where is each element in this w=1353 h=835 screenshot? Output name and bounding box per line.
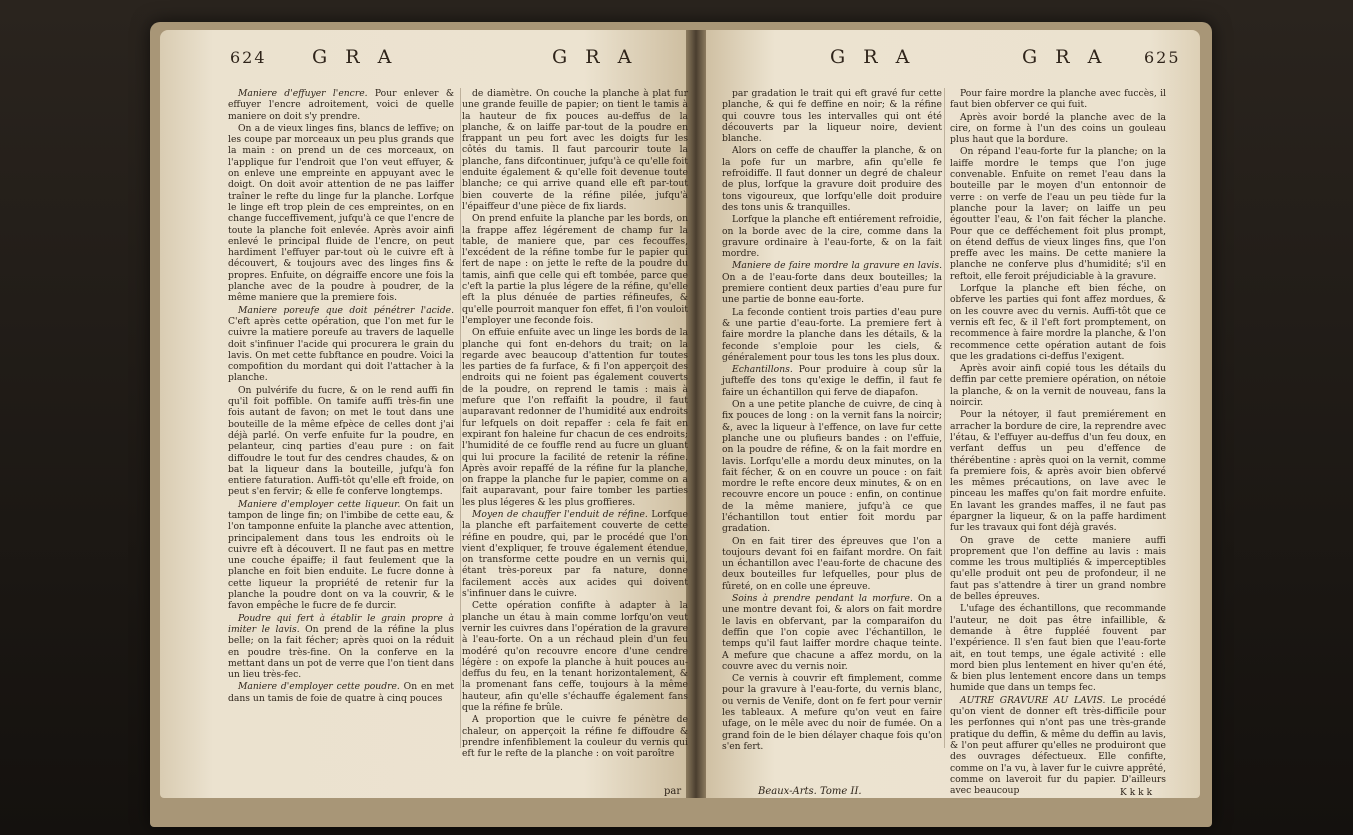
right-col1-paragraph: Echantillons. Pour produire à coup sûr la jufteffe des tons qu'exige le deffin, il faut fe faire un échantillon qui ferve de diapafon. bbox=[722, 364, 942, 398]
left-col2-paragraph: A proportion que le cuivre fe pénètre de chaleur, on apperçoit la réfine fe diffoudre & prendre infenfiblement la couleur du vernis qui eft fur le refte de la planche : on voit paroître bbox=[462, 714, 688, 760]
right-col1-paragraph: Maniere de faire mordre la gravure en lavis. On a de l'eau-forte dans deux bouteilles; la premiere contient deux parties d'eau pure fur une partie de bonne eau-forte. bbox=[722, 260, 942, 306]
section-heading: Maniere de faire mordre la gravure en lavis. bbox=[732, 260, 942, 272]
signature-mark: Kkkk bbox=[1120, 788, 1156, 798]
left-col1-paragraph: Maniere d'employer cette poudre. On en met dans un tamis de foie de quatre à cinq pouces bbox=[228, 681, 454, 704]
section-heading: Maniere d'employer cette liqueur. bbox=[238, 498, 401, 510]
right-col2-paragraph: AUTRE GRAVURE AU LAVIS. Le procédé qu'on vient de donner eft très-difficile pour les perfonnes qui n'ont pas une très-grande pratique du deffin, & même du deffin au lavis, & l'on peut affurer qu'elles ne produiront que des ouvrages défectueux. Elle confifte, comme on l'a vu, à laver fur le cuivre apprêté, comme on laveroit fur du papier. D'ailleurs avec beaucoup bbox=[950, 694, 1166, 797]
right-col1-paragraph: La feconde contient trois parties d'eau pure & une partie d'eau-forte. La premiere fert à faire mordre la planche dans les détails, & la feconde s'emploie pour les ciels, & généralement pour tous les tons les plus doux. bbox=[722, 306, 942, 363]
right-col1-paragraph: Lorfque la planche eft entiérement refroidie, on la borde avec de la cire, comme dans la gravure ordinaire à l'eau-forte, & on la fait mordre. bbox=[722, 214, 942, 260]
right-col2-paragraph: On grave de cette maniere auffi proprement que l'on deffine au lavis : mais comme les trous multipliés & imperceptibles qu'elle produit ont peu de profondeur, il ne faut pas s'attendre à tirer un grand nombre de belles épreuves. bbox=[950, 534, 1166, 603]
right-page-number: 625 bbox=[1144, 48, 1181, 67]
left-col1-paragraph: Poudre qui fert à établir le grain propre à imiter le lavis. On prend de la réfine la plus belle; on la fait fécher; après quoi on la réduit en poudre très-fine. On la conferve en la mettant dans un pot de verre que l'on tient dans un lieu très-fec. bbox=[228, 612, 454, 681]
left-catchword: par bbox=[664, 786, 682, 797]
left-col2-paragraph: de diamètre. On couche la planche à plat fur une grande feuille de papier; on tient le tamis à la hauteur de fix pouces au-deffus de la planche, & on laiffe par-tout de la poudre en frappant un peu fort avec les doigts fur les côtés du tamis. Il faut parcourir toute la planche, fans difcontinuer, jufqu'à ce qu'elle foit enduite également & qu'elle foit devenue toute blanche; ce qui arrive quand elle eft par-tout bien couverte de la réfine pilée, jufqu'à l'épaiffeur d'une pièce de fix liards. bbox=[462, 88, 688, 212]
right-col2-paragraph: Pour la nétoyer, il faut premiérement en arracher la bordure de cire, la reprendre avec l'étau, & l'effuyer au-deffus d'un feu doux, en verfant deffus un peu d'effence de thérébentine : après quoi on la vernit, comme fa premiere fois, & après avoir bien obfervé les mêmes précautions, on lave avec le pinceau les maffes qu'on fait mordre enfuite. En lavant les grandes maffes, il ne faut pas épargner la liqueur, & on la paffe hardiment fur les travaux qui font déjà gravés. bbox=[950, 409, 1166, 534]
section-heading: Moyen de chauffer l'enduit de réfine. bbox=[472, 508, 648, 520]
left-page-number: 624 bbox=[230, 48, 267, 67]
right-col1-paragraph: Alors on ceffe de chauffer la planche, & on la pofe fur un marbre, afin qu'elle fe refroidiffe. Il faut donner un degré de chaleur de plus, lorfque la gravure doit produire des tons vigoureux, que lorfqu'elle doit produire des tons unis & tranquilles. bbox=[722, 145, 942, 213]
right-col1-paragraph: Ce vernis à couvrir eft fimplement, comme pour la gravure à l'eau-forte, du vernis blanc, ou vernis de Venife, dont on fe fert pour vernir les tableaux. A mefure qu'on veut en faire ufage, on le mêle avec du noir de fumée. On a grand foin de le bien délayer chaque fois qu'on s'en fert. bbox=[722, 673, 942, 752]
left-page-header bbox=[230, 44, 680, 74]
left-page-column-1 bbox=[228, 88, 454, 778]
left-column-rule bbox=[460, 88, 461, 748]
section-heading: AUTRE GRAVURE AU LAVIS. bbox=[960, 694, 1106, 706]
right-col1-paragraph: On a une petite planche de cuivre, de cinq à fix pouces de long : on la vernit fans la noircir; &, avec la liqueur à l'effence, on lave fur cette planche une ou plufieurs bandes : on l'effuie, on la poudre de réfine, & on la fait mordre en lavis. Lorfqu'elle a mordu deux minutes, on la fait fécher, & on en couvre un pouce : on fait mordre le refte encore deux minutes, & on en recouvre encore un pouce : enfin, on continue de la même maniere, jufqu'à ce que l'échantillon tout entier foit mordu par gradation. bbox=[722, 399, 942, 535]
right-col2-paragraph: L'ufage des échantillons, que recommande l'auteur, ne doit pas être infaillible, & demande à être fuppléé fouvent par l'expérience. Il s'en faut bien que l'eau-forte ait, en tout temps, une égale activité : elle mord bien plus lentement en hiver qu'en été, & bien plus lentement encore dans un temps humide que dans un temps fec. bbox=[950, 603, 1166, 694]
left-col1-paragraph: Maniere poreufe que doit pénétrer l'acide. C'eft après cette opération, que l'on met fur le cuivre la matiere poreufe au travers de laquelle doit s'infinuer l'acide qui procurera le grain du lavis. On met cette fubftance en poudre. Voici la compofition du mordant qui doit l'attacher à la planche. bbox=[228, 304, 454, 384]
left-col2-paragraph: On prend enfuite la planche par les bords, on la frappe affez légérement de champ fur la table, de maniere que, par ces fecouffes, l'excédent de la réfine tombe fur le papier qui fert de nape : on jette le refte de la poudre du tamis, ainfi que celle qui eft tombée, parce que c'eft la partie la plus légere de la réfine, qu'elle eft la plus dénuée de parties réfineufes, & qu'elle pourroit manquer fon effet, fi l'on vouloit l'employer une feconde fois. bbox=[462, 213, 688, 326]
right-column-rule bbox=[944, 88, 945, 748]
right-col1-paragraph: Soins à prendre pendant la morfure. On a une montre devant foi, & alors on fait mordre le lavis en obfervant, par la comparaifon du deffin que l'on copie avec l'échantillon, le temps qu'il faut laiffer mordre chaque teinte. A mefure que chacune a affez mordu, on la couvre avec du vernis noir. bbox=[722, 593, 942, 672]
section-heading: Poudre qui fert à établir le grain propre à imiter le lavis. bbox=[228, 612, 454, 635]
left-col2-paragraph: Cette opération confifte à adapter à la planche un étau à main comme lorfqu'on veut vernir les cuivres dans l'opération de la gravure à l'eau-forte. On a un réchaud plein d'un feu modéré qu'on recouvre encore d'une cendre légère : on expofe la planche à huit pouces au-deffus du feu, en la tenant horizontalement, & la promenant fans ceffe, toujours à la même hauteur, afin qu'elle s'échauffe également fans que la réfine fe brûle. bbox=[462, 600, 688, 714]
left-col2-paragraph: Moyen de chauffer l'enduit de réfine. Lorfque la planche eft parfaitement couverte de cette réfine en poudre, qui, par le procédé que l'on vient d'expliquer, fe trouve également étendue, on transforme cette poudre en un vernis qui, étant très-poreux par fa nature, donne facilement accès aux acides qui doivent s'infinuer dans le cuivre. bbox=[462, 508, 688, 600]
section-heading: Maniere poreufe que doit pénétrer l'acide. bbox=[238, 304, 454, 316]
book-gutter bbox=[686, 30, 706, 798]
left-running-title-2: G R A bbox=[552, 46, 638, 68]
left-col1-paragraph: Maniere d'effuyer l'encre. Pour enlever & effuyer l'encre adroitement, voici de quelle maniere on doit s'y prendre. bbox=[228, 88, 454, 122]
section-heading: Soins à prendre pendant la morfure. bbox=[732, 593, 913, 605]
right-page-footer: Beaux-Arts. Tome II. bbox=[758, 786, 862, 797]
left-col1-paragraph: On pulvérife du fucre, & on le rend auffi fin qu'il foit poffible. On tamife auffi très-fin une fois autant de favon; on met le tout dans une bouteille de la même efpèce de celles dont j'ai déjà parlé. On verfe enfuite fur la poudre, en pelanteur, cinq parties d'eau pure : on fait diffoudre le tout fur des cendres chaudes, & on bat la liqueur dans la bouteille, jufqu'à fon entiere faturation. Auffi-tôt qu'elle eft froide, on peut s'en fervir; & elle fe conferve longtemps. bbox=[228, 384, 454, 498]
section-heading: Maniere d'employer cette poudre. bbox=[238, 681, 400, 693]
right-page-column-1 bbox=[722, 88, 942, 778]
section-heading: Echantillons. bbox=[732, 364, 793, 376]
left-col1-paragraph: Maniere d'employer cette liqueur. On fait un tampon de linge fin; on l'imbibe de cette eau, & l'on tamponne enfuite la planche avec attention, principalement dans tous les endroits où le cuivre eft à découvert. Il ne faut pas en mettre une couche épaiffe; il faut feulement que la planche en foit bien enduite. Le fucre donne à cette liqueur la propriété de retenir fur la planche la poudre dont on va la couvrir, & le favon empêche le fucre de fe durcir. bbox=[228, 498, 454, 612]
left-col1-paragraph: On a de vieux linges fins, blancs de leffive; on les coupe par morceaux un peu plus grands que la main : on prend un de ces morceaux, on l'applique fur l'endroit que l'on veut effuyer, & on enleve une empreinte en appuyant avec le doigt. On doit avoir attention de ne pas laiffer traîner le refte du linge fur la planche. Lorfque le linge eft trop plein de ces empreintes, on en change fucceffivement, jufqu'à ce que l'encre de toute la planche foit enlevée. Après avoir ainfi enlevé le principal fluide de l'encre, on peut hardiment l'effuyer par-tout où le cuivre eft à découvert, & toujours avec des linges fins & propres. Enfuite, on dégraiffe encore une fois la planche avec de la poudre à poudrer, de la même maniere que la premiere fois. bbox=[228, 122, 455, 304]
right-col1-paragraph: par gradation le trait qui eft gravé fur cette planche, & qui fe deffine en noir; & la réfine qui couvre tous les intervalles qui ont été découverts par la liqueur noire, devient blanche. bbox=[722, 88, 942, 145]
right-page-header bbox=[730, 44, 1180, 74]
right-running-title-1: G R A bbox=[830, 46, 916, 68]
left-col2-paragraph: On effuie enfuite avec un linge les bords de la planche qui font en-dehors du trait; on la regarde avec beaucoup d'attention fur toutes les parties de fa furface, & fi l'on apperçoit des endroits qui ne foient pas également couverts de la poudre, on reprend le tamis : mais à mefure que l'on reffaifit la poudre, il faut auparavant redonner de l'humidité aux endroits fur lefquels on doit repaffer : cela fe fait en expirant fon haleine fur chacun de ces endroits; l'humidité de ce fouffle rend au fucre un gluant qui lui procure la facilité de retenir la réfine. Après avoir repaffé de la réfine fur la planche, on frappe la planche fur le papier, comme on a fait auparavant, pour faire tomber les parties les plus légeres & les plus groffieres. bbox=[462, 327, 688, 508]
left-running-title-1: G R A bbox=[312, 46, 398, 68]
right-col2-paragraph: Lorfque la planche eft bien féche, on obferve les parties qui font affez mordues, & on les couvre avec du vernis. Auffi-tôt que ce vernis eft fec, & il l'eft fort promptement, on recommence à faire mordre la planche, & l'on recommence cette opération autant de fois que les gradations ci-deffus l'exigent. bbox=[950, 283, 1166, 362]
right-col1-paragraph: On en fait tirer des épreuves que l'on a toujours devant foi en faifant mordre. On fait un échantillon avec l'eau-forte de chacune des deux bouteilles fur lefquelles, pour plus de fûreté, on en colle une épreuve. bbox=[722, 535, 942, 592]
section-heading: Maniere d'effuyer l'encre. bbox=[238, 88, 368, 99]
right-col2-paragraph: Après avoir bordé la planche avec de la cire, on forme à l'un des coins un gouleau plus haut que la bordure. bbox=[950, 111, 1166, 146]
left-page-column-2 bbox=[462, 88, 688, 778]
right-running-title-2: G R A bbox=[1022, 46, 1108, 68]
right-col2-paragraph: On répand l'eau-forte fur la planche; on la laiffe mordre le temps que l'on juge convenable. Enfuite on remet l'eau dans la bouteille par le moyen d'un entonnoir de verre : on verfe de l'eau un peu tiède fur la planche pour la laver; on laiffe un peu égoutter l'eau, & l'on fait fécher la planche. Pour que ce defféchement foit plus prompt, on étend deffus de vieux linges fins, que l'on preffe avec les mains. De cette maniere la planche ne conferve plus d'humidité; s'il en reftoit, elle feroit préjudiciable à la gravure. bbox=[950, 146, 1166, 282]
right-col2-paragraph: Pour faire mordre la planche avec fuccès, il faut bien obferver ce qui fuit. bbox=[950, 88, 1166, 111]
right-col2-paragraph: Après avoir ainfi copié tous les détails du deffin par cette premiere opération, on nétoie la planche, & on la vernit de nouveau, fans la noircir. bbox=[950, 363, 1166, 409]
